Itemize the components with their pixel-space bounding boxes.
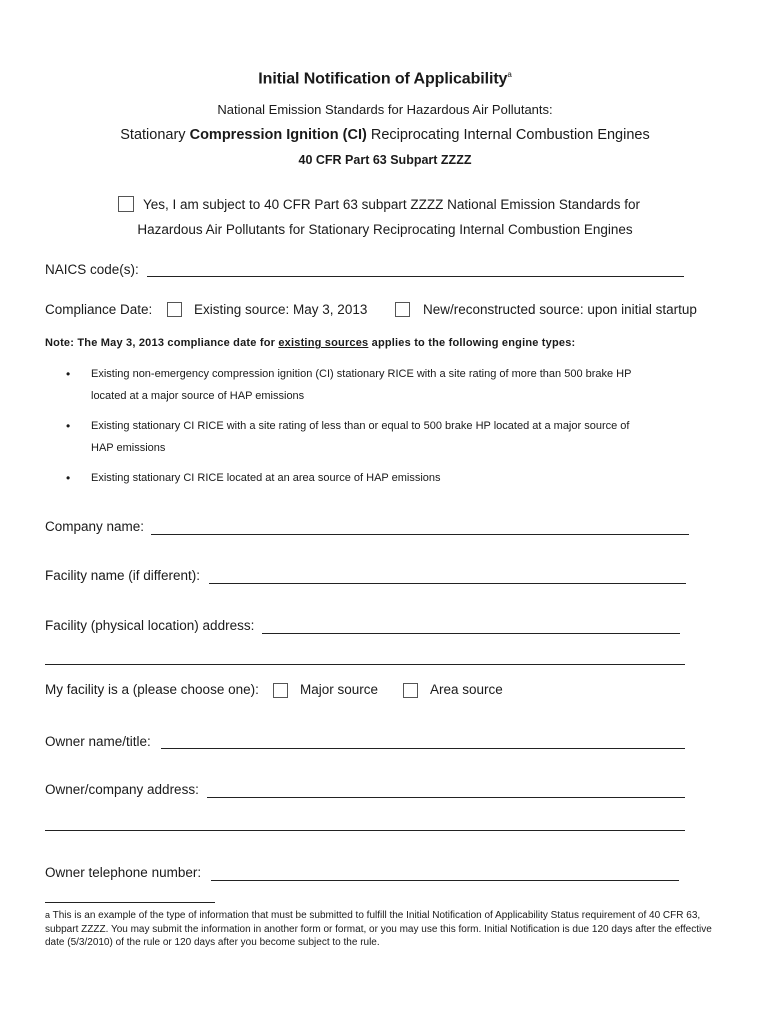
- subject-statement-line1: Yes, I am subject to 40 CFR Part 63 subpart ZZZZ National Emission Standards for: [143, 197, 640, 212]
- footnote: [45, 909, 725, 950]
- owner-address-continuation-line[interactable]: [45, 830, 685, 831]
- new-source-checkbox[interactable]: [395, 302, 410, 317]
- owner-address-input-line[interactable]: [207, 797, 685, 798]
- compliance-date-label: Compliance Date:: [45, 302, 153, 317]
- owner-name-input-line[interactable]: [161, 748, 685, 749]
- area-source-checkbox[interactable]: [403, 683, 418, 698]
- form-title-text: Initial Notification of Applicability: [258, 70, 508, 88]
- engine-type-heading: [0, 127, 770, 143]
- company-name-label: Company name:: [45, 519, 145, 534]
- facility-name-input-line[interactable]: [209, 583, 686, 584]
- engine-type-suffix: Reciprocating Internal Combustion Engines: [366, 127, 650, 143]
- subject-checkbox[interactable]: [118, 196, 134, 212]
- naics-input-line[interactable]: [147, 276, 684, 277]
- facility-name-label: Facility name (if different):: [45, 568, 201, 583]
- bullet-marker: •: [66, 419, 71, 433]
- owner-address-label: Owner/company address:: [45, 782, 199, 797]
- note-underlined: existing sources: [278, 337, 369, 349]
- naics-label: NAICS code(s):: [45, 262, 139, 277]
- area-source-label: Area source: [430, 682, 503, 697]
- footnote-reference: a: [507, 70, 512, 79]
- major-source-checkbox[interactable]: [273, 683, 288, 698]
- new-source-label: New/reconstructed source: upon initial startup: [423, 302, 697, 317]
- footnote-separator: [45, 902, 215, 903]
- note-prefix: Note: The May 3, 2013 compliance date for: [45, 337, 279, 349]
- company-name-input-line[interactable]: [151, 534, 689, 535]
- engine-type-prefix: Stationary: [120, 127, 190, 143]
- bullet-1-line1: Existing non-emergency compression ignition (CI) stationary RICE with a site rating of more than 500 brake HP: [91, 368, 632, 380]
- owner-name-label: Owner name/title:: [45, 734, 151, 749]
- existing-source-checkbox[interactable]: [167, 302, 182, 317]
- bullet-marker: •: [66, 471, 71, 485]
- bullet-3-line1: Existing stationary CI RICE located at an area source of HAP emissions: [91, 472, 441, 484]
- owner-telephone-input-line[interactable]: [211, 880, 679, 881]
- bullet-marker: •: [66, 367, 71, 381]
- major-source-label: Major source: [300, 682, 379, 697]
- form-title: [0, 70, 770, 88]
- owner-telephone-label: Owner telephone number:: [45, 865, 202, 880]
- existing-source-label: Existing source: May 3, 2013: [194, 302, 368, 317]
- subtitle: National Emission Standards for Hazardous Air Pollutants:: [217, 102, 553, 117]
- facility-type-label: My facility is a (please choose one):: [45, 682, 259, 697]
- footnote-mark: a: [45, 910, 51, 920]
- facility-address-input-line[interactable]: [262, 633, 680, 634]
- facility-address-label: Facility (physical location) address:: [45, 618, 255, 633]
- bullet-2-line2: HAP emissions: [91, 442, 166, 454]
- bullet-2-line1: Existing stationary CI RICE with a site rating of less than or equal to 500 brake HP located at a major source of: [91, 420, 630, 432]
- footnote-text: This is an example of the type of information that must be submitted to fulfill the Initial Notification of Applicability Status requirement of 40 CFR 63, subpart ZZZZ. You may submit the information in another form or format, or you may use this form. Initial Notification is due 120 days after the effective date (5/3/2010) of the rule or 120 days after you become subject to the rule.: [45, 910, 712, 949]
- facility-address-continuation-line[interactable]: [45, 664, 685, 665]
- bullet-1-line2: located at a major source of HAP emissions: [91, 390, 305, 402]
- compliance-note: [45, 337, 575, 349]
- subject-statement-line2: Hazardous Air Pollutants for Stationary Reciprocating Internal Combustion Engines: [137, 222, 633, 237]
- regulation-heading: 40 CFR Part 63 Subpart ZZZZ: [298, 153, 472, 167]
- note-suffix: applies to the following engine types:: [368, 337, 576, 349]
- engine-type-bold: Compression Ignition (CI): [189, 127, 367, 143]
